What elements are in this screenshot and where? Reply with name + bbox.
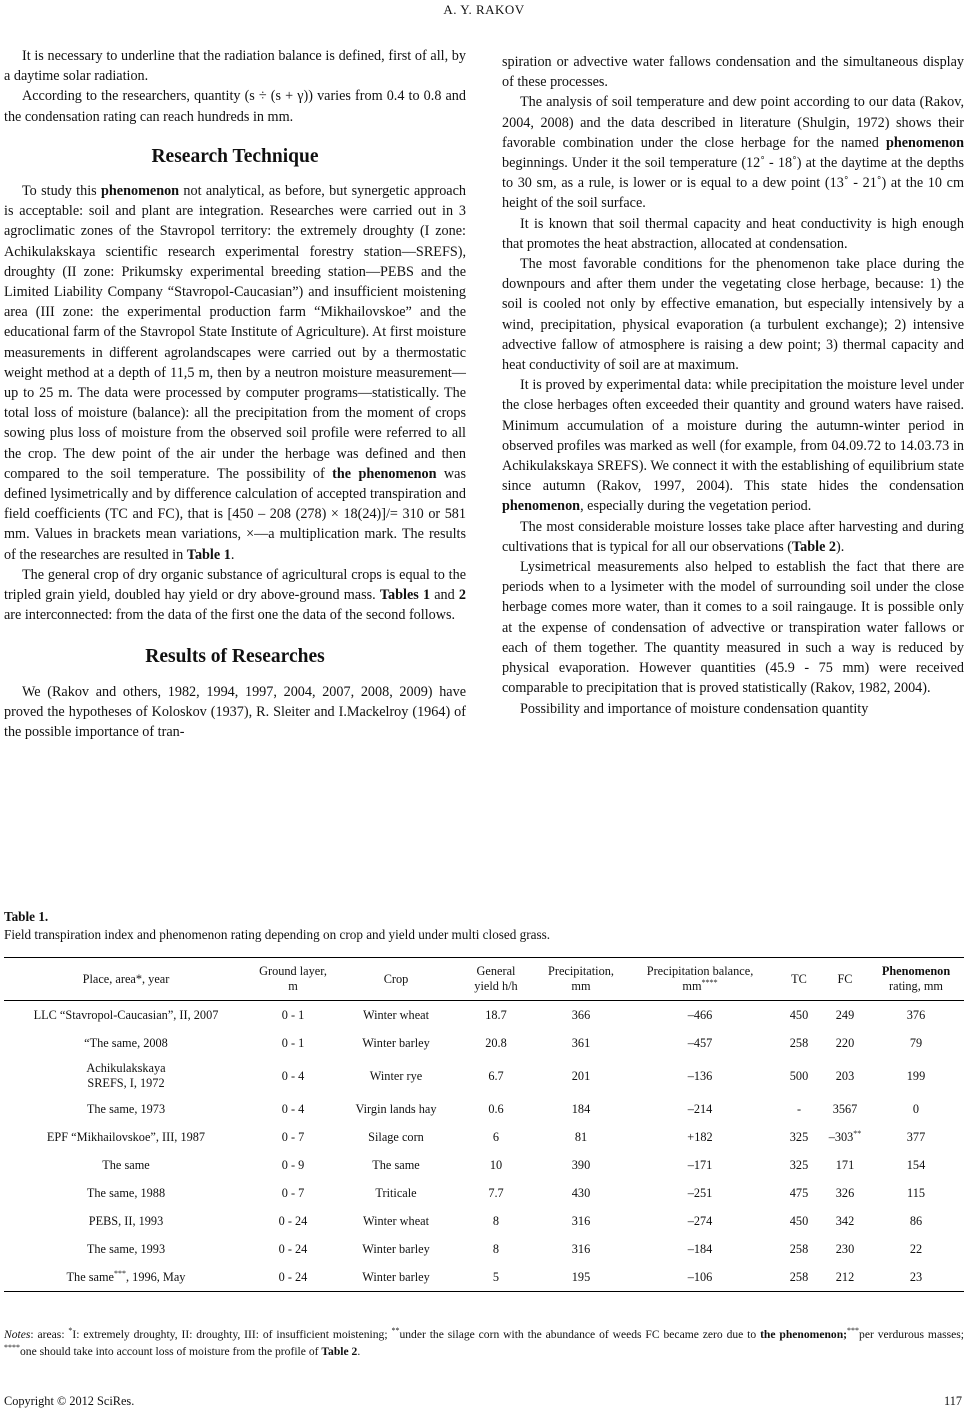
cell-precipitation: 184 bbox=[571, 1101, 591, 1116]
col-header-yield: General yield h/h bbox=[474, 964, 518, 993]
paragraph: The most considerable moisture losses take place after harvesting and during cultivations that is typical for all our observations (Table 2). bbox=[502, 518, 964, 555]
cell-rating: 154 bbox=[906, 1157, 926, 1172]
cell-balance: –184 bbox=[687, 1241, 713, 1256]
table-row bbox=[4, 1057, 964, 1095]
cell-balance: –214 bbox=[687, 1101, 713, 1116]
cell-precipitation: 81 bbox=[574, 1129, 588, 1144]
cell-tc: 325 bbox=[789, 1129, 809, 1144]
col-header-precipitation: Precipitation, mm bbox=[548, 964, 614, 993]
col-header-fc: FC bbox=[837, 971, 853, 986]
col-header-rating: Phenomenon rating, mm bbox=[881, 964, 951, 993]
cell-rating: 0 bbox=[912, 1101, 920, 1116]
table-row bbox=[4, 1235, 964, 1263]
cell-place: The same, 1973 bbox=[86, 1101, 166, 1116]
data-table bbox=[4, 957, 964, 1292]
paragraph: The most favorable conditions for the phenomenon take place during the downpours and after them under the vegetating close herbage, because: 1) the soil is cooled not only by effective emanation, but especially intensively by a wind, precipitation, physical evaporation (a turbulent exchange); 2) intensive advective fallow of atmosphere is raising a dew point; 3) thermal capacity and heat conductivity of soil are at maximum. bbox=[502, 256, 964, 374]
table-header-row bbox=[4, 958, 964, 1001]
cell-layer: 0 - 4 bbox=[281, 1101, 305, 1116]
cell-balance: +182 bbox=[687, 1129, 713, 1144]
cell-precipitation: 195 bbox=[571, 1269, 591, 1284]
paragraph: We (Rakov and others, 1982, 1994, 1997, 2004, 2007, 2008, 2009) have proved the hypotheses of Koloskov (1937), R. Sleiter and I.Mackelroy (1964) of the possible importance of tran- bbox=[4, 683, 466, 741]
copyright-notice: Copyright © 2012 SciRes. bbox=[4, 1394, 135, 1408]
cell-layer: 0 - 24 bbox=[278, 1269, 308, 1284]
cell-balance: –274 bbox=[687, 1213, 713, 1228]
paragraph: It is necessary to underline that the radiation balance is defined, first of all, by a daytime solar radiation. bbox=[4, 48, 466, 85]
cell-layer: 0 - 24 bbox=[278, 1241, 308, 1256]
section-heading-technique: Research Technique bbox=[151, 145, 319, 167]
right-column bbox=[502, 52, 964, 719]
cell-place: The same, 1993 bbox=[86, 1241, 166, 1256]
cell-rating: 23 bbox=[909, 1269, 923, 1284]
cell-place: The same bbox=[102, 1157, 150, 1172]
cell-crop: Winter barley bbox=[362, 1269, 430, 1284]
cell-layer: 0 - 9 bbox=[281, 1157, 305, 1172]
cell-rating: 22 bbox=[909, 1241, 923, 1256]
table-row bbox=[4, 1095, 964, 1123]
cell-yield: 10 bbox=[489, 1157, 503, 1172]
cell-layer: 0 - 24 bbox=[278, 1213, 308, 1228]
cell-rating: 86 bbox=[909, 1213, 923, 1228]
paragraph: According to the researchers, quantity (s ÷ (s + γ)) varies from 0.4 to 0.8 and the condensation rating can reach hundreds in mm. bbox=[4, 88, 466, 125]
cell-tc: 450 bbox=[789, 1007, 809, 1022]
cell-fc: 342 bbox=[835, 1213, 855, 1228]
col-header-layer: Ground layer, m bbox=[259, 964, 327, 993]
table-caption bbox=[4, 908, 550, 944]
cell-crop: Winter wheat bbox=[362, 1213, 430, 1228]
cell-rating: 115 bbox=[907, 1185, 925, 1200]
paragraph: It is proved by experimental data: while precipitation the moisture level under the close herbages often exceeded their quantity and ground waters have raised. Minimum accumulation of a moisture during the autumn-winter period in observed profiles was marked as well (for example, from 04.09.72 to 14.03.73 in Achikulakskaya SREFS). We connect it with the establishing of equilibrium state since autumn (Rakov, 1997, 2004). This state hides the condensation phenomenon, especially during the vegetation period. bbox=[502, 377, 964, 515]
cell-crop: Winter barley bbox=[362, 1035, 430, 1050]
cell-precipitation: 430 bbox=[571, 1185, 591, 1200]
cell-precipitation: 361 bbox=[571, 1035, 591, 1050]
cell-yield: 20.8 bbox=[485, 1035, 507, 1050]
cell-place: Achikulakskaya SREFS, I, 1972 bbox=[86, 1061, 166, 1090]
cell-tc: - bbox=[796, 1101, 802, 1116]
cell-fc: 220 bbox=[835, 1035, 855, 1050]
cell-precipitation: 316 bbox=[571, 1213, 591, 1228]
cell-fc: –303** bbox=[828, 1128, 862, 1144]
paragraph: It is known that soil thermal capacity and heat conductivity is high enough that promotes the heat abstraction, allocated at condensation. bbox=[502, 215, 964, 252]
cell-rating: 376 bbox=[906, 1007, 926, 1022]
cell-tc: 258 bbox=[789, 1269, 809, 1284]
cell-precipitation: 316 bbox=[571, 1241, 591, 1256]
cell-place: The same***, 1996, May bbox=[66, 1268, 186, 1284]
cell-crop: Winter wheat bbox=[362, 1007, 430, 1022]
table-row bbox=[4, 1151, 964, 1179]
cell-balance: –457 bbox=[687, 1035, 713, 1050]
cell-layer: 0 - 4 bbox=[281, 1068, 305, 1083]
cell-crop: Triticale bbox=[375, 1185, 417, 1200]
table-notes: Notes: areas: *I: extremely droughty, II: droughty, III: of insufficient moistening; **under the silage corn with the abundance of weeds FC became zero due to the phenomenon;***per verdurous masses; ****one should take into account loss of moisture from the profile of Table 2. bbox=[4, 1326, 965, 1358]
paragraph: spiration or advective water fallows condensation and the simultaneous display of these processes. bbox=[502, 54, 964, 91]
cell-layer: 0 - 1 bbox=[281, 1007, 305, 1022]
cell-crop: Winter barley bbox=[362, 1241, 430, 1256]
cell-fc: 249 bbox=[835, 1007, 855, 1022]
table-row bbox=[4, 1207, 964, 1235]
page-number: 117 bbox=[944, 1394, 962, 1408]
cell-fc: 212 bbox=[835, 1269, 855, 1284]
col-header-balance: Precipitation balance, mm**** bbox=[646, 964, 754, 993]
cell-fc: 230 bbox=[835, 1241, 855, 1256]
col-header-crop: Crop bbox=[383, 971, 409, 986]
paragraph: Lysimetrical measurements also helped to establish the fact that there are periods when to a lysimeter with the model of surrounding soil under the close herbage comes more water, than it comes to a soil raingauge. It is possible only at the expense of condensation of advective or transpiration water fallows or each of them together. The quantity measured in such a way is reduced by physical evaporation. However quantities (45.9 - 75 mm) were received comparable to precipitation that is proved statistically (Rakov, 1982, 2004). bbox=[502, 559, 964, 697]
cell-crop: The same bbox=[372, 1157, 420, 1172]
table-row bbox=[4, 1001, 964, 1030]
cell-crop: Virgin lands hay bbox=[355, 1101, 437, 1116]
cell-tc: 450 bbox=[789, 1213, 809, 1228]
cell-tc: 325 bbox=[789, 1157, 809, 1172]
cell-balance: –106 bbox=[687, 1269, 713, 1284]
paragraph: Possibility and importance of moisture condensation quantity bbox=[520, 700, 869, 717]
cell-place: EPF “Mikhailovskoe”, III, 1987 bbox=[46, 1129, 206, 1144]
cell-layer: 0 - 7 bbox=[281, 1185, 305, 1200]
cell-place: The same, 1988 bbox=[86, 1185, 166, 1200]
cell-precipitation: 201 bbox=[571, 1068, 591, 1083]
cell-layer: 0 - 7 bbox=[281, 1129, 305, 1144]
cell-yield: 6.7 bbox=[488, 1068, 504, 1083]
cell-tc: 258 bbox=[789, 1241, 809, 1256]
cell-balance: –466 bbox=[687, 1007, 713, 1022]
cell-yield: 7.7 bbox=[488, 1185, 504, 1200]
paragraph: To study this phenomenon not analytical, as before, but synergetic approach is acceptable: soil and plant are integration. Researches were carried out in 3 agroclimatic zones of the Stavropol territory: the extremely droughty (I zone: Achikulakskaya scientific research experimental forestry station—SREFS), droughty (II zone: Prikumsky experimental breeding station—PEBS and the Limited Liability Company “Stavropol-Caucasian”) and insufficient moistening area (III zone: the experimental production farm “Mikhailovskoe” and the educational farm of the Stavropol State Institute of Agriculture). At first moisture measurements in different agrolandscapes were carried out by a thermostatic weight method at a depth of 11,5 m, then by a neutron moisture measurement—up to 25 m. The data were processed by computer programs—statistically. The total loss of moisture (balance): all the precipitation from the moment of crops sowing plus loss of moisture from the observed soil profile were referred to all the crop. The dew point of the air under the herbage was defined and then compared to the soil temperature. The possibility of the phenomenon was defined lysimetrically and by difference calculation of accepted transpiration and field coefficients (TC and FC), that is [450 – 208 (278) × 18(24)]/= 310 or 581 mm. Values in brackets mean variations, ×—a multiplication mark. The results of the researches are resulted in Table 1. bbox=[4, 183, 466, 563]
table-title: Field transpiration index and phenomenon rating depending on crop and yield under multi closed grass. bbox=[4, 927, 551, 942]
cell-rating: 79 bbox=[909, 1035, 923, 1050]
paragraph: The general crop of dry organic substance of agricultural crops is equal to the tripled grain yield, doubled hay yield or dry above-ground mass. Tables 1 and 2 are interconnected: from the data of the first one the data of the second follows. bbox=[4, 566, 466, 624]
paragraph: The analysis of soil temperature and dew point according to our data (Rakov, 2004, 2008) and the data described in literature (Shulgin, 1972) shows their favorable combination under the close herbage for the named phenomenon beginnings. Under it the soil temperature (12˚ - 18˚) at the daytime at the depths to 30 sm, as a rule, is lower or is equal to a dew point (13˚ - 21˚) at the 10 cm height of the soil surface. bbox=[502, 94, 964, 212]
table-row bbox=[4, 1263, 964, 1292]
cell-tc: 500 bbox=[789, 1068, 809, 1083]
table-row bbox=[4, 1123, 964, 1151]
cell-place: “The same, 2008 bbox=[84, 1035, 168, 1050]
cell-yield: 8 bbox=[492, 1213, 500, 1228]
cell-yield: 5 bbox=[492, 1269, 500, 1284]
cell-yield: 0.6 bbox=[488, 1101, 504, 1116]
cell-precipitation: 366 bbox=[571, 1007, 591, 1022]
cell-tc: 258 bbox=[789, 1035, 809, 1050]
cell-tc: 475 bbox=[789, 1185, 809, 1200]
cell-layer: 0 - 1 bbox=[281, 1035, 305, 1050]
section-heading-results: Results of Researches bbox=[145, 646, 325, 668]
col-header-place: Place, area*, year bbox=[82, 971, 170, 986]
cell-balance: –136 bbox=[687, 1068, 713, 1083]
cell-fc: 326 bbox=[835, 1185, 855, 1200]
running-title: A. Y. RAKOV bbox=[443, 2, 525, 17]
table-row bbox=[4, 1029, 964, 1057]
table-row bbox=[4, 1179, 964, 1207]
cell-rating: 377 bbox=[906, 1129, 926, 1144]
cell-fc: 203 bbox=[835, 1068, 855, 1083]
table-label: Table 1. bbox=[4, 909, 49, 924]
cell-place: LLC “Stavropol-Caucasian”, II, 2007 bbox=[33, 1007, 219, 1022]
cell-balance: –171 bbox=[687, 1157, 713, 1172]
cell-balance: –251 bbox=[687, 1185, 713, 1200]
cell-fc: 3567 bbox=[832, 1101, 858, 1116]
cell-fc: 171 bbox=[835, 1157, 855, 1172]
col-header-tc: TC bbox=[791, 971, 807, 986]
cell-crop: Silage corn bbox=[368, 1129, 424, 1144]
cell-place: PEBS, II, 1993 bbox=[88, 1213, 164, 1228]
cell-precipitation: 390 bbox=[571, 1157, 591, 1172]
cell-yield: 18.7 bbox=[485, 1007, 507, 1022]
cell-yield: 6 bbox=[492, 1129, 500, 1144]
left-column bbox=[4, 46, 466, 742]
cell-yield: 8 bbox=[492, 1241, 500, 1256]
cell-crop: Winter rye bbox=[369, 1068, 423, 1083]
cell-rating: 199 bbox=[906, 1068, 926, 1083]
